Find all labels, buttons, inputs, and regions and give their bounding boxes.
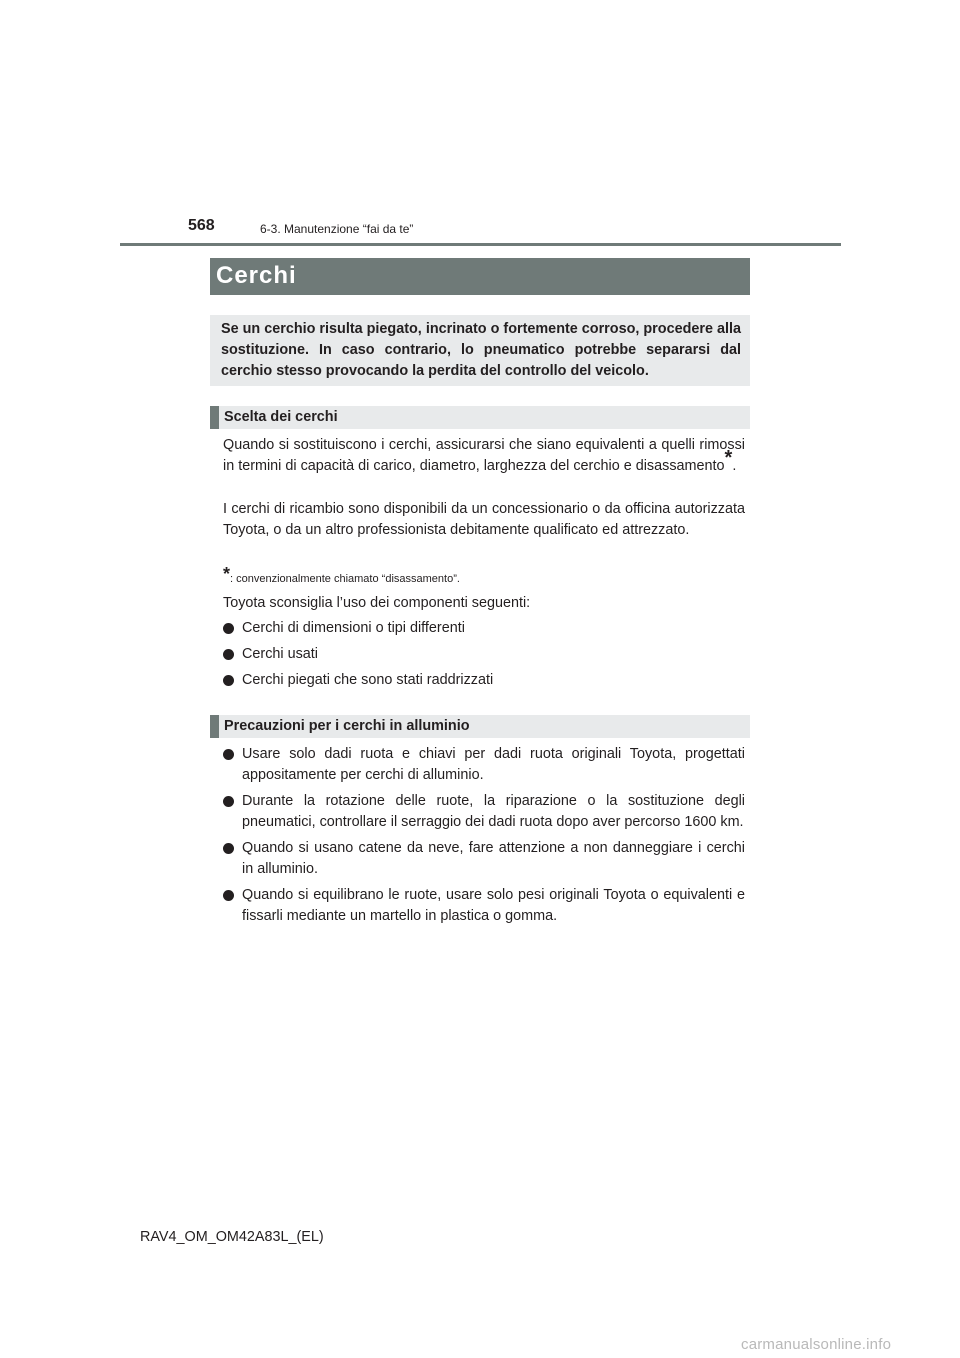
subheading-label: Precauzioni per i cerchi in alluminio bbox=[224, 718, 470, 734]
subheading-aluminum-precautions bbox=[210, 715, 750, 738]
bullet-icon bbox=[223, 749, 234, 760]
bullet-icon bbox=[223, 649, 234, 660]
bullet-icon bbox=[223, 623, 234, 634]
list-item-text: Cerchi piegati che sono stati raddrizzati bbox=[242, 672, 494, 688]
list-item-text: Durante la rotazione delle ruote, la riparazione o la sostituzione degli pneumatici, controllare il serraggio dei dadi ruota dopo aver percorso 1600 km. bbox=[242, 793, 745, 830]
aluminum-precautions-list bbox=[223, 744, 745, 932]
bullet-icon bbox=[223, 675, 234, 686]
bullet-icon bbox=[223, 843, 234, 854]
paragraph-text: Quando si sostituiscono i cerchi, assicurarsi che siano equivalenti a quelli rimossi in termini di capacità di carico, diametro, larghezza del cerchio e disassamento bbox=[223, 437, 745, 474]
list-item bbox=[223, 791, 745, 833]
header-divider bbox=[120, 243, 841, 246]
page-title-bar bbox=[210, 258, 750, 295]
paragraph-end: . bbox=[732, 458, 737, 474]
list-item-text: Cerchi usati bbox=[242, 646, 318, 662]
page-number: 568 bbox=[188, 217, 215, 234]
section-reference: 6-3. Manutenzione “fai da te” bbox=[260, 222, 414, 236]
paragraph-text: Toyota sconsiglia l’uso dei componenti seguenti: bbox=[223, 595, 531, 611]
subheading-wheel-selection bbox=[210, 406, 750, 429]
subheading-label: Scelta dei cerchi bbox=[224, 409, 338, 425]
footnote bbox=[223, 564, 460, 585]
warning-text: Se un cerchio risulta piegato, incrinato o fortemente corroso, procedere alla sostituzione. In caso contrario, lo pneumatico potrebbe separarsi dal cerchio stesso provocando la perdita del controllo del veicolo. bbox=[221, 321, 741, 379]
bullet-icon bbox=[223, 890, 234, 901]
list-item bbox=[223, 838, 745, 880]
document-code-footer: RAV4_OM_OM42A83L_(EL) bbox=[140, 1229, 324, 1245]
list-item bbox=[223, 885, 745, 927]
page-title: Cerchi bbox=[216, 262, 297, 289]
paragraph-not-recommended bbox=[223, 593, 745, 614]
not-recommended-list bbox=[223, 618, 745, 696]
list-item-text: Cerchi di dimensioni o tipi differenti bbox=[242, 620, 465, 636]
list-item bbox=[223, 744, 745, 786]
footnote-marker: * bbox=[724, 447, 733, 469]
list-item bbox=[223, 670, 745, 691]
list-item-text: Quando si equilibrano le ruote, usare solo pesi originali Toyota o equivalenti e fissarli mediante un martello in plastica o gomma. bbox=[242, 887, 745, 924]
warning-box bbox=[210, 315, 750, 386]
list-item-text: Usare solo dadi ruota e chiavi per dadi ruota originali Toyota, progettati appositamente per cerchi di alluminio. bbox=[242, 746, 745, 783]
paragraph-text: I cerchi di ricambio sono disponibili da un concessionario o da officina autorizzata Toyota, o da un altro professionista debitamente qualificato ed attrezzato. bbox=[223, 501, 745, 538]
list-item-text: Quando si usano catene da neve, fare attenzione a non danneggiare i cerchi in alluminio. bbox=[242, 840, 745, 877]
footnote-star: * bbox=[223, 564, 231, 584]
list-item bbox=[223, 618, 745, 639]
watermark: carmanualsonline.info bbox=[741, 1336, 892, 1353]
paragraph-replacement bbox=[223, 499, 745, 541]
footnote-text: : convenzionalmente chiamato “disassamento”. bbox=[230, 573, 460, 585]
list-item bbox=[223, 644, 745, 665]
paragraph-equivalence bbox=[223, 435, 745, 477]
bullet-icon bbox=[223, 796, 234, 807]
